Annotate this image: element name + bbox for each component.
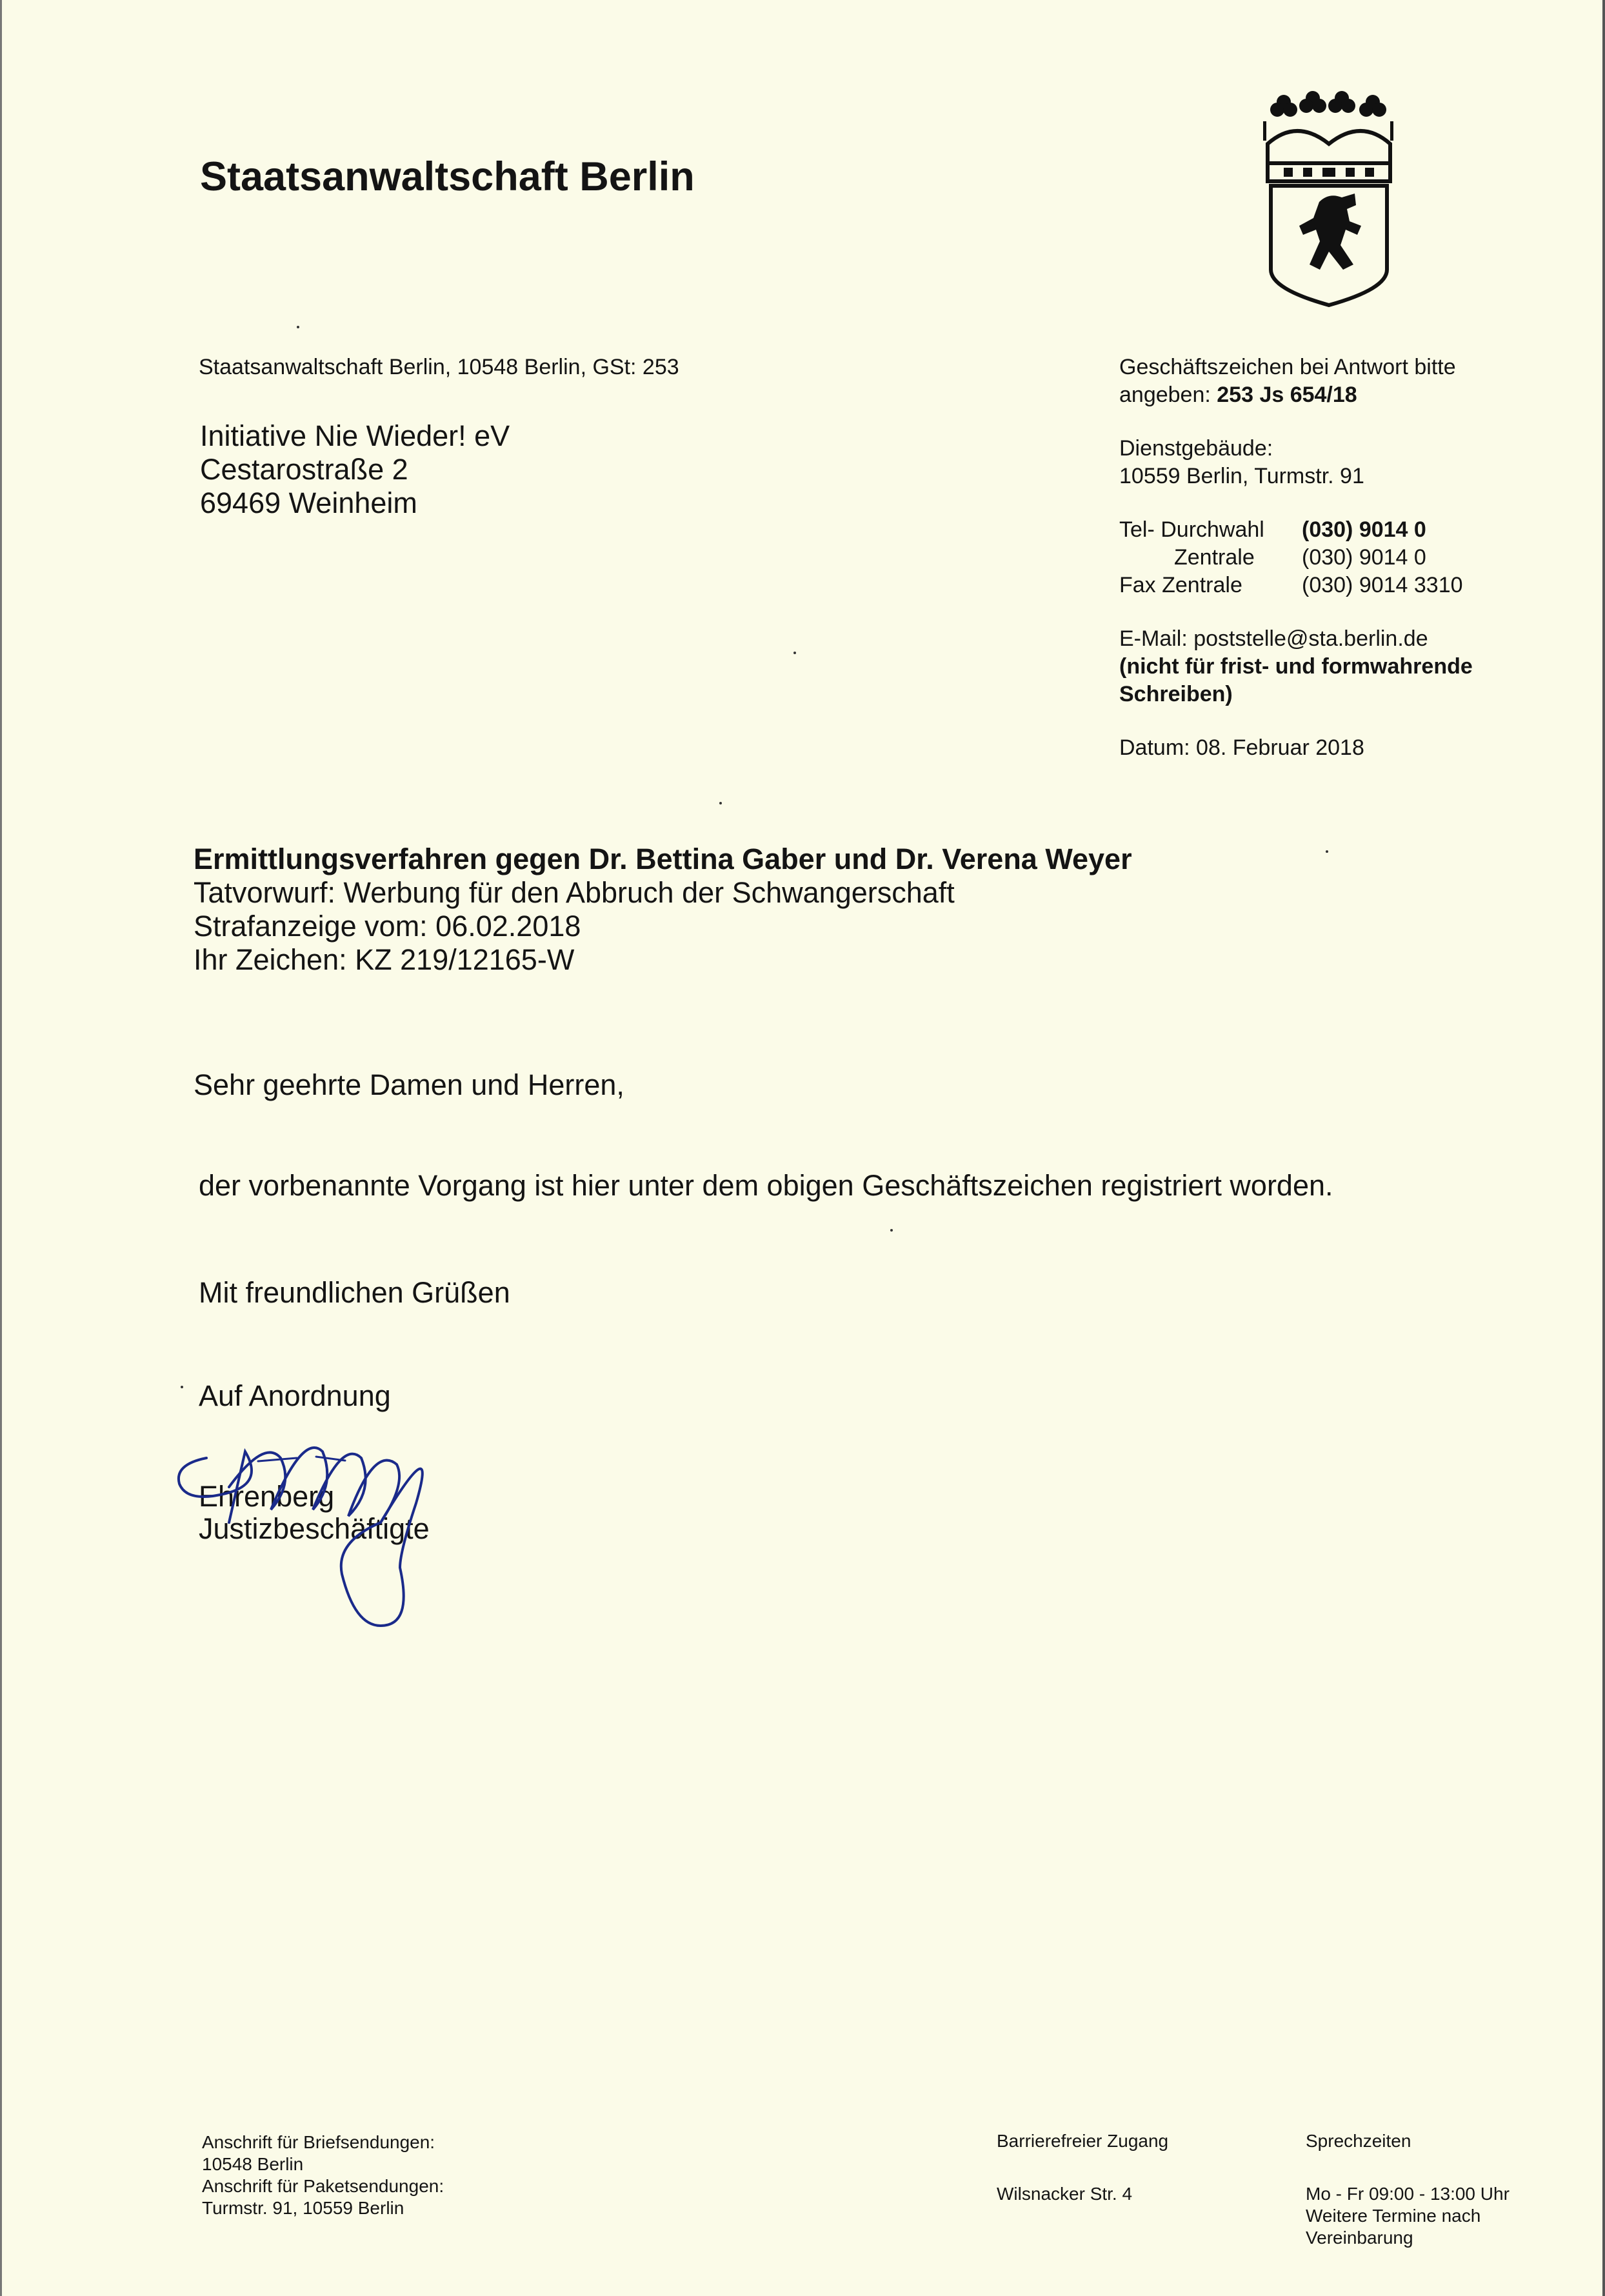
footer-access-label: Barrierefreier Zugang [997, 2131, 1169, 2151]
subject-your-reference: Ihr Zeichen: KZ 219/12165-W [194, 943, 575, 976]
footer-hours-label: Sprechzeiten [1306, 2131, 1411, 2151]
fax-value: (030) 9014 3310 [1302, 573, 1463, 597]
footer-mail-label: Anschrift für Briefsendungen: [202, 2132, 435, 2152]
phone-direct-label: Tel- Durchwahl [1119, 517, 1264, 542]
footer-office-hours [1306, 2130, 1510, 2249]
email-note-line-2: Schreiben) [1119, 682, 1233, 706]
footer-mail-address: 10548 Berlin [202, 2154, 304, 2174]
reference-line [1119, 381, 1473, 409]
footer-addresses [202, 2131, 444, 2219]
signer-title: Justizbeschäftigte [199, 1512, 430, 1545]
scan-speck [297, 326, 299, 328]
footer-hours-line-2: Weitere Termine nach [1306, 2206, 1481, 2226]
scan-speck [793, 652, 796, 654]
recipient-city: 69469 Weinheim [200, 486, 417, 519]
berlin-bear-crest-icon [1258, 83, 1400, 310]
footer-parcel-address: Turmstr. 91, 10559 Berlin [202, 2198, 404, 2218]
reference-number: 253 Js 654/18 [1217, 383, 1357, 407]
building-address: 10559 Berlin, Turmstr. 91 [1119, 464, 1364, 488]
reference-label-line-1: Geschäftszeichen bei Antwort bitte [1119, 355, 1456, 379]
footer-parcel-label: Anschrift für Paketsendungen: [202, 2176, 444, 2196]
sender-return-address: Staatsanwaltschaft Berlin, 10548 Berlin, GSt: 253 [199, 355, 679, 379]
handwritten-signature [168, 1413, 464, 1645]
email-note-line-1: (nicht für frist- und formwahrende [1119, 654, 1473, 679]
reference-label-line-2: angeben: [1119, 383, 1211, 407]
authority-heading: Staatsanwaltschaft Berlin [200, 154, 695, 199]
scan-speck [719, 802, 722, 804]
on-order-line: Auf Anordnung [199, 1379, 391, 1412]
body-paragraph: der vorbenannte Vorgang ist hier unter dem obigen Geschäftszeichen registriert worden. [199, 1169, 1333, 1202]
building-label: Dienstgebäude: [1119, 436, 1273, 461]
reference-info-block [1119, 354, 1473, 762]
scan-speck [181, 1386, 183, 1388]
scan-speck [1326, 850, 1328, 853]
recipient-street: Cestarostraße 2 [200, 453, 408, 486]
footer-access-address: Wilsnacker Str. 4 [997, 2184, 1133, 2204]
scan-speck [890, 1229, 893, 1232]
letter-date: Datum: 08. Februar 2018 [1119, 735, 1364, 760]
footer-hours-line-1: Mo - Fr 09:00 - 13:00 Uhr [1306, 2184, 1510, 2204]
footer-hours-line-3: Vereinbarung [1306, 2228, 1413, 2248]
scan-edge-right [1602, 0, 1605, 2296]
phone-central-label: Zentrale [1174, 545, 1255, 570]
phone-central-value: (030) 9014 0 [1302, 545, 1426, 570]
signer-name: Ehrenberg [199, 1480, 335, 1513]
phone-direct-value: (030) 9014 0 [1302, 517, 1426, 542]
recipient-name: Initiative Nie Wieder! eV [200, 419, 510, 452]
scan-edge-left [0, 0, 2, 2296]
recipient-address [200, 419, 510, 520]
subject-block [194, 843, 1132, 977]
subject-title: Ermittlungsverfahren gegen Dr. Bettina Gaber und Dr. Verena Weyer [194, 843, 1132, 875]
subject-complaint-date: Strafanzeige vom: 06.02.2018 [194, 910, 581, 943]
salutation: Sehr geehrte Damen und Herren, [194, 1068, 624, 1101]
email-line: E-Mail: poststelle@sta.berlin.de [1119, 626, 1428, 651]
subject-accusation: Tatvorwurf: Werbung für den Abbruch der Schwangerschaft [194, 876, 955, 909]
closing-greeting: Mit freundlichen Grüßen [199, 1276, 510, 1309]
footer-accessibility [997, 2130, 1168, 2205]
phone-table [1119, 516, 1473, 599]
fax-label: Fax Zentrale [1119, 573, 1242, 597]
